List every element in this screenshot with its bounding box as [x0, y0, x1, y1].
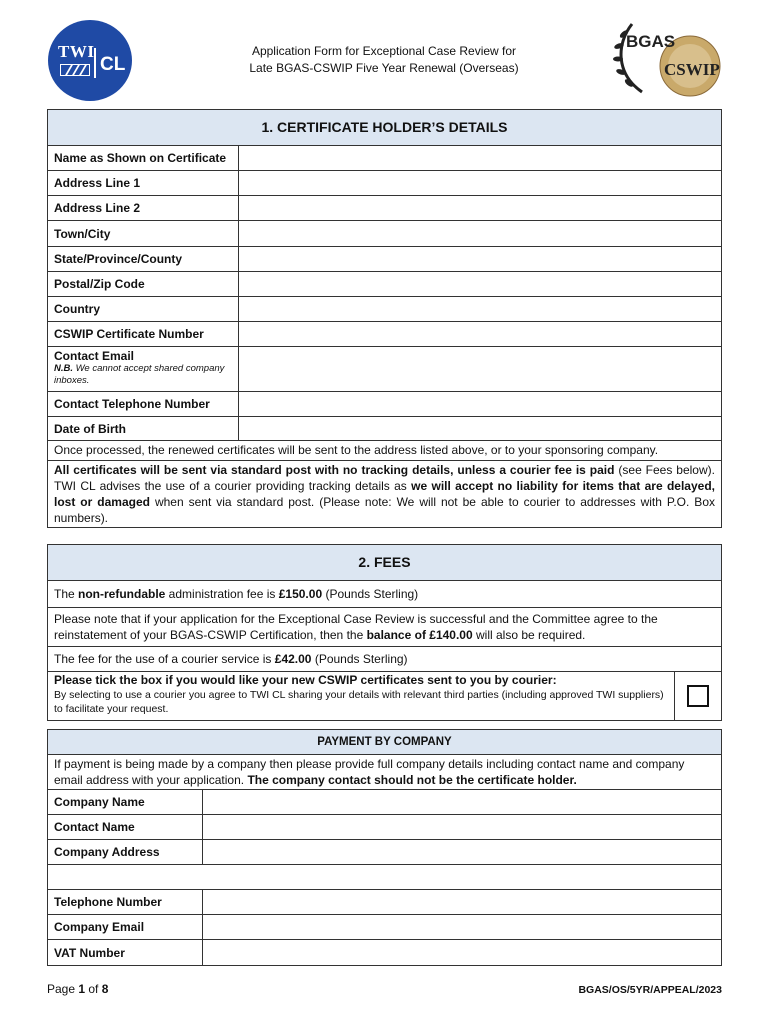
payment-intro-row [48, 755, 721, 790]
courier-checkbox-cell [675, 672, 721, 720]
field-row-address2 [48, 196, 721, 221]
name-input[interactable] [239, 146, 721, 170]
field-row-country [48, 297, 721, 322]
fee-admin-row [48, 581, 721, 608]
field-label: Address Line 1 [48, 171, 239, 195]
field-label: Country [48, 297, 239, 321]
document-reference: BGAS/OS/5YR/APPEAL/2023 [578, 984, 722, 996]
courier-consent-text: By selecting to use a courier you agree to TWI CL sharing your details with relevant third parties (including approved TWI suppliers) to facilitate your request. [54, 689, 664, 715]
field-label: Telephone Number [48, 890, 203, 914]
field-label: Postal/Zip Code [48, 272, 239, 296]
contact-phone-input[interactable] [239, 392, 721, 416]
address-line1-input[interactable] [239, 171, 721, 195]
country-input[interactable] [239, 297, 721, 321]
field-label: Company Name [48, 790, 203, 814]
contact-name-row [48, 815, 721, 840]
logo-separator [94, 48, 96, 78]
field-label: State/Province/County [48, 247, 239, 271]
field-label-email [48, 347, 239, 391]
company-address-extra-row [48, 865, 721, 890]
field-label: Contact Telephone Number [48, 392, 239, 416]
form-title-line2: Late BGAS-CSWIP Five Year Renewal (Overseas) [249, 61, 519, 75]
field-row-phone [48, 392, 721, 417]
field-label: Company Address [48, 840, 203, 864]
fee-courier-row [48, 647, 721, 672]
contact-email-input[interactable] [239, 347, 721, 391]
field-label: VAT Number [48, 940, 203, 965]
company-telephone-input[interactable] [203, 890, 721, 914]
field-row-certificate [48, 322, 721, 347]
field-label: Name as Shown on Certificate [48, 146, 239, 170]
certificate-holder-section [47, 109, 722, 528]
processed-note: Once processed, the renewed certificates will be sent to the address listed above, or to your sponsoring company. [54, 443, 659, 457]
post-note-row [48, 461, 721, 527]
field-label: Contact Name [48, 815, 203, 839]
postal-code-input[interactable] [239, 272, 721, 296]
payment-intro: If payment is being made by a company then please provide full company details including contact name and company email address with your application. The company contact should not be the certificate holder. [54, 757, 685, 787]
field-row-postal [48, 272, 721, 297]
state-province-input[interactable] [239, 247, 721, 271]
section2-heading: 2. FEES [48, 545, 721, 581]
company-address-line2-input[interactable] [48, 865, 721, 889]
email-label: Contact Email [54, 349, 135, 363]
twi-cl-logo [48, 20, 132, 101]
logo-cl-text: CL [100, 54, 126, 75]
telephone-row [48, 890, 721, 915]
form-title [200, 43, 568, 77]
page-number: Page 1 of 8 [47, 982, 109, 996]
courier-option-label: Please tick the box if you would like your new CSWIP certificates sent to you by courier: [54, 673, 557, 687]
processed-note-row [48, 441, 721, 461]
form-title-line1: Application Form for Exceptional Case Review for [251, 44, 517, 58]
vat-number-row [48, 940, 721, 965]
date-of-birth-input[interactable] [239, 417, 721, 440]
field-row-address1 [48, 171, 721, 196]
field-label: Address Line 2 [48, 196, 239, 220]
town-city-input[interactable] [239, 221, 721, 246]
field-row-state [48, 247, 721, 272]
field-row-town [48, 221, 721, 247]
laurel-icon [612, 14, 724, 102]
field-label: Date of Birth [48, 417, 239, 440]
fees-section [47, 544, 722, 721]
courier-option-row [48, 672, 721, 720]
certificate-number-input[interactable] [239, 322, 721, 346]
field-row-dob [48, 417, 721, 441]
company-address-input[interactable] [203, 840, 721, 864]
vat-number-input[interactable] [203, 940, 721, 965]
company-name-input[interactable] [203, 790, 721, 814]
fee-courier-text: The fee for the use of a courier service is £42.00 (Pounds Sterling) [54, 652, 408, 666]
contact-name-input[interactable] [203, 815, 721, 839]
payment-section [47, 729, 722, 966]
fee-balance-row [48, 608, 721, 647]
logo-bars-icon [60, 64, 90, 76]
company-email-row [48, 915, 721, 940]
section1-heading: 1. CERTIFICATE HOLDER’S DETAILS [48, 110, 721, 146]
post-note: All certificates will be sent via standard post with no tracking details, unless a courier fee is paid (see Fees below). TWI CL advises the use of a courier providing tracking details as we will accept no liability for items that are delayed, lost or damaged when sent via standard post. (Please note: We will not be able to courier to addresses with P.O. Box numbers). [54, 463, 715, 525]
company-email-input[interactable] [203, 915, 721, 939]
company-name-row [48, 790, 721, 815]
company-address-row [48, 840, 721, 865]
fee-balance-text: Please note that if your application for the Exceptional Case Review is successful and the Committee agree to the reinstatement of your BGAS-CSWIP Certification, then the balance of £140.00 will also be required. [54, 612, 658, 642]
field-row-email [48, 347, 721, 392]
logo-twi-text: TWI [58, 42, 95, 61]
address-line2-input[interactable] [239, 196, 721, 220]
bgas-cswip-logo [612, 14, 724, 102]
courier-checkbox[interactable] [687, 685, 709, 707]
logo-cswip-text: CSWIP [664, 60, 720, 79]
field-label: CSWIP Certificate Number [48, 322, 239, 346]
field-row-name [48, 146, 721, 171]
payment-heading: PAYMENT BY COMPANY [48, 730, 721, 755]
fee-admin-text: The non-refundable administration fee is £150.00 (Pounds Sterling) [54, 587, 419, 601]
logo-bgas-text: BGAS [626, 32, 676, 51]
field-label: Town/City [48, 221, 239, 246]
courier-option-text [48, 672, 675, 720]
field-label: Company Email [48, 915, 203, 939]
email-note: N.B. We cannot accept shared company inboxes. [54, 363, 225, 386]
